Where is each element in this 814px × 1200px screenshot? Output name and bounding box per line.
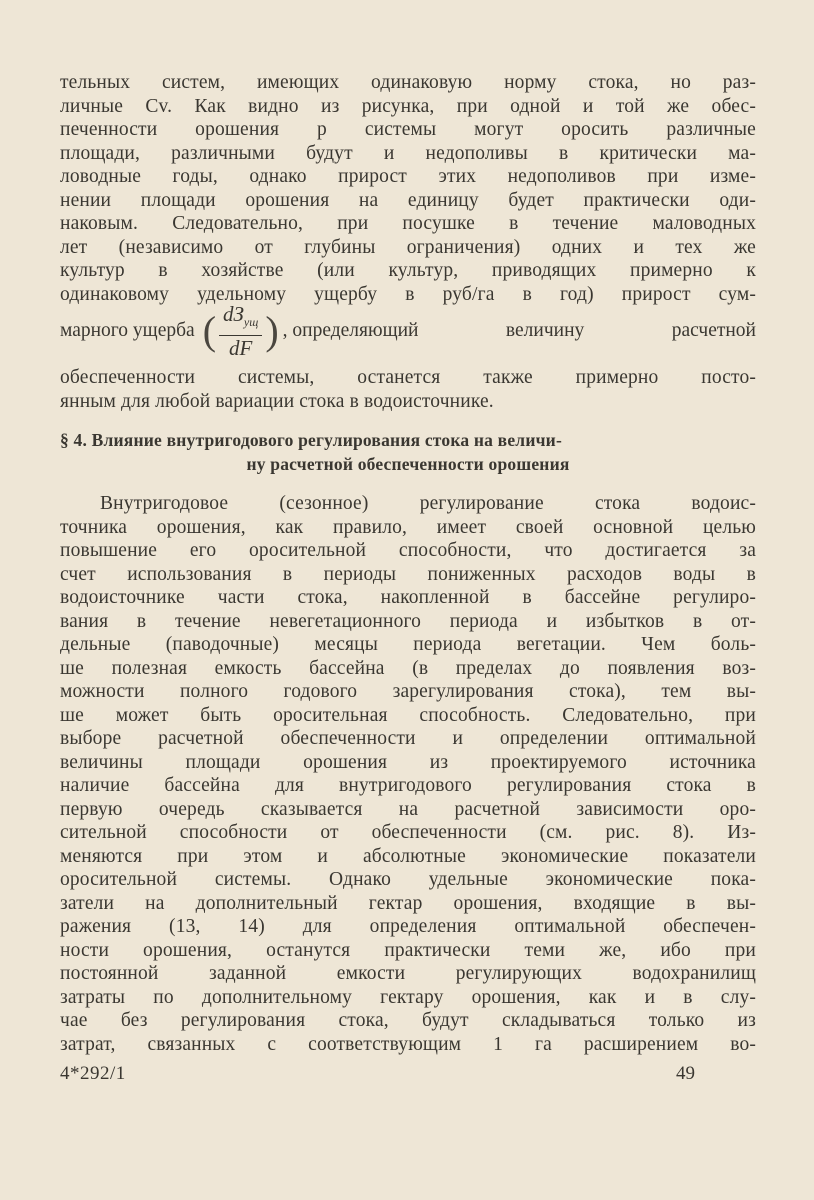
text-line: печенности орошения p системы могут оросить различные	[60, 119, 756, 140]
text-line: ше может быть оросительная способность. Следовательно, при	[60, 704, 756, 726]
text-line: точника орошения, как правило, имеет своей основной целью	[60, 516, 756, 538]
left-paren: (	[202, 308, 217, 353]
fraction-subscript: ущ	[243, 315, 259, 330]
text-line: наличие бассейна для внутригодового регулирования стока в	[60, 775, 756, 796]
formula-text-after-2: величину	[505, 320, 585, 341]
text-line: затрат, связанных с соответствующим 1 га расширением во-	[60, 1033, 756, 1055]
text-line: тельных систем, имеющих одинаковую норму стока, но раз-	[60, 72, 756, 93]
text-line: величины площади орошения из проектируемого источника	[60, 751, 756, 773]
text-line: культур в хозяйстве (или культур, приводящих примерно к	[60, 260, 756, 281]
text-line: лет (независимо от глубины ограничения) одних и тех же	[60, 236, 756, 258]
text-line: ловодные годы, однако прирост этих недополивов при изме-	[60, 166, 756, 187]
fraction-denominator: dF	[229, 335, 253, 360]
text-line: первую очередь сказывается на расчетной зависимости оро-	[60, 798, 756, 820]
text-line: площади, различными будут и недополивы в критически ма-	[60, 142, 756, 164]
right-paren: )	[265, 308, 279, 353]
printer-signature: 4*292/1	[60, 1063, 126, 1084]
page-number: 49	[676, 1063, 695, 1084]
text-line: ражения (13, 14) для определения оптимальной обеспечен-	[60, 916, 756, 937]
text-line: ности орошения, останутся практически теми же, ибо при	[60, 939, 756, 961]
text-line: меняются при этом и абсолютные экономические показатели	[60, 845, 756, 867]
section-heading-line-1: § 4. Влияние внутригодового регулирования стока на величи-	[60, 430, 562, 450]
text-line: водоисточнике части стока, накопленной в бассейне регулиро-	[60, 587, 756, 608]
section-heading-line-2: ну расчетной обеспеченности орошения	[246, 454, 570, 474]
text-line: можности полного годового зарегулирования стока), тем вы-	[60, 681, 756, 702]
text-line: выборе расчетной обеспеченности и определении оптимальной	[60, 728, 756, 749]
text-line: постоянной заданной емкости регулирующих водохранилищ	[60, 963, 756, 984]
text-line: личные Cv. Как видно из рисунка, при одной и той же обес-	[60, 95, 756, 117]
fraction-derivative	[203, 302, 279, 359]
text-line: вания в течение невегетационного периода и избытков в от-	[60, 610, 756, 632]
text-line: затели на дополнительный гектар орошения, входящие в вы-	[60, 892, 756, 914]
text-line: янным для любой вариации стока в водоисточнике.	[60, 390, 494, 412]
text-line: нении площади орошения на единицу будет практически оди-	[60, 189, 756, 211]
text-line: затраты по дополнительному гектару орошения, как и в слу-	[60, 986, 756, 1008]
formula-text-after-3: расчетной	[671, 320, 756, 341]
paragraph-1	[60, 71, 756, 306]
paragraph-1-continued	[60, 366, 756, 413]
paragraph-2	[60, 492, 756, 1056]
formula-text-before: марного ущерба	[60, 320, 195, 341]
formula-text-after-1: , определяющий	[282, 320, 419, 341]
text-line: счет использования в периоды пониженных расходов воды в	[60, 563, 756, 585]
text-line: сительной способности от обеспеченности (см. рис. 8). Из-	[60, 822, 756, 843]
fraction-numerator: $dЗ_{ущ}$	[219, 302, 262, 335]
section-heading	[60, 428, 756, 476]
text-line: дельные (паводочные) месяцы периода вегетации. Чем боль-	[60, 634, 756, 655]
text-line: оросительной системы. Однако удельные экономические пока-	[60, 869, 756, 890]
text-line: одинаковому удельному ущербу в руб/га в год) прирост сум-	[60, 283, 756, 305]
text-line: обеспеченности системы, останется также примерно посто-	[60, 367, 756, 388]
text-line: Внутригодовое (сезонное) регулирование стока водоис-	[100, 493, 756, 514]
text-line: наковым. Следовательно, при посушке в течение маловодных	[60, 213, 756, 234]
text-line: повышение его оросительной способности, что достигается за	[60, 540, 756, 561]
text-line: чае без регулирования стока, будут складываться только из	[60, 1010, 756, 1031]
formula-line	[60, 299, 756, 363]
text-line: ше полезная емкость бассейна (в пределах до появления воз-	[60, 657, 756, 679]
